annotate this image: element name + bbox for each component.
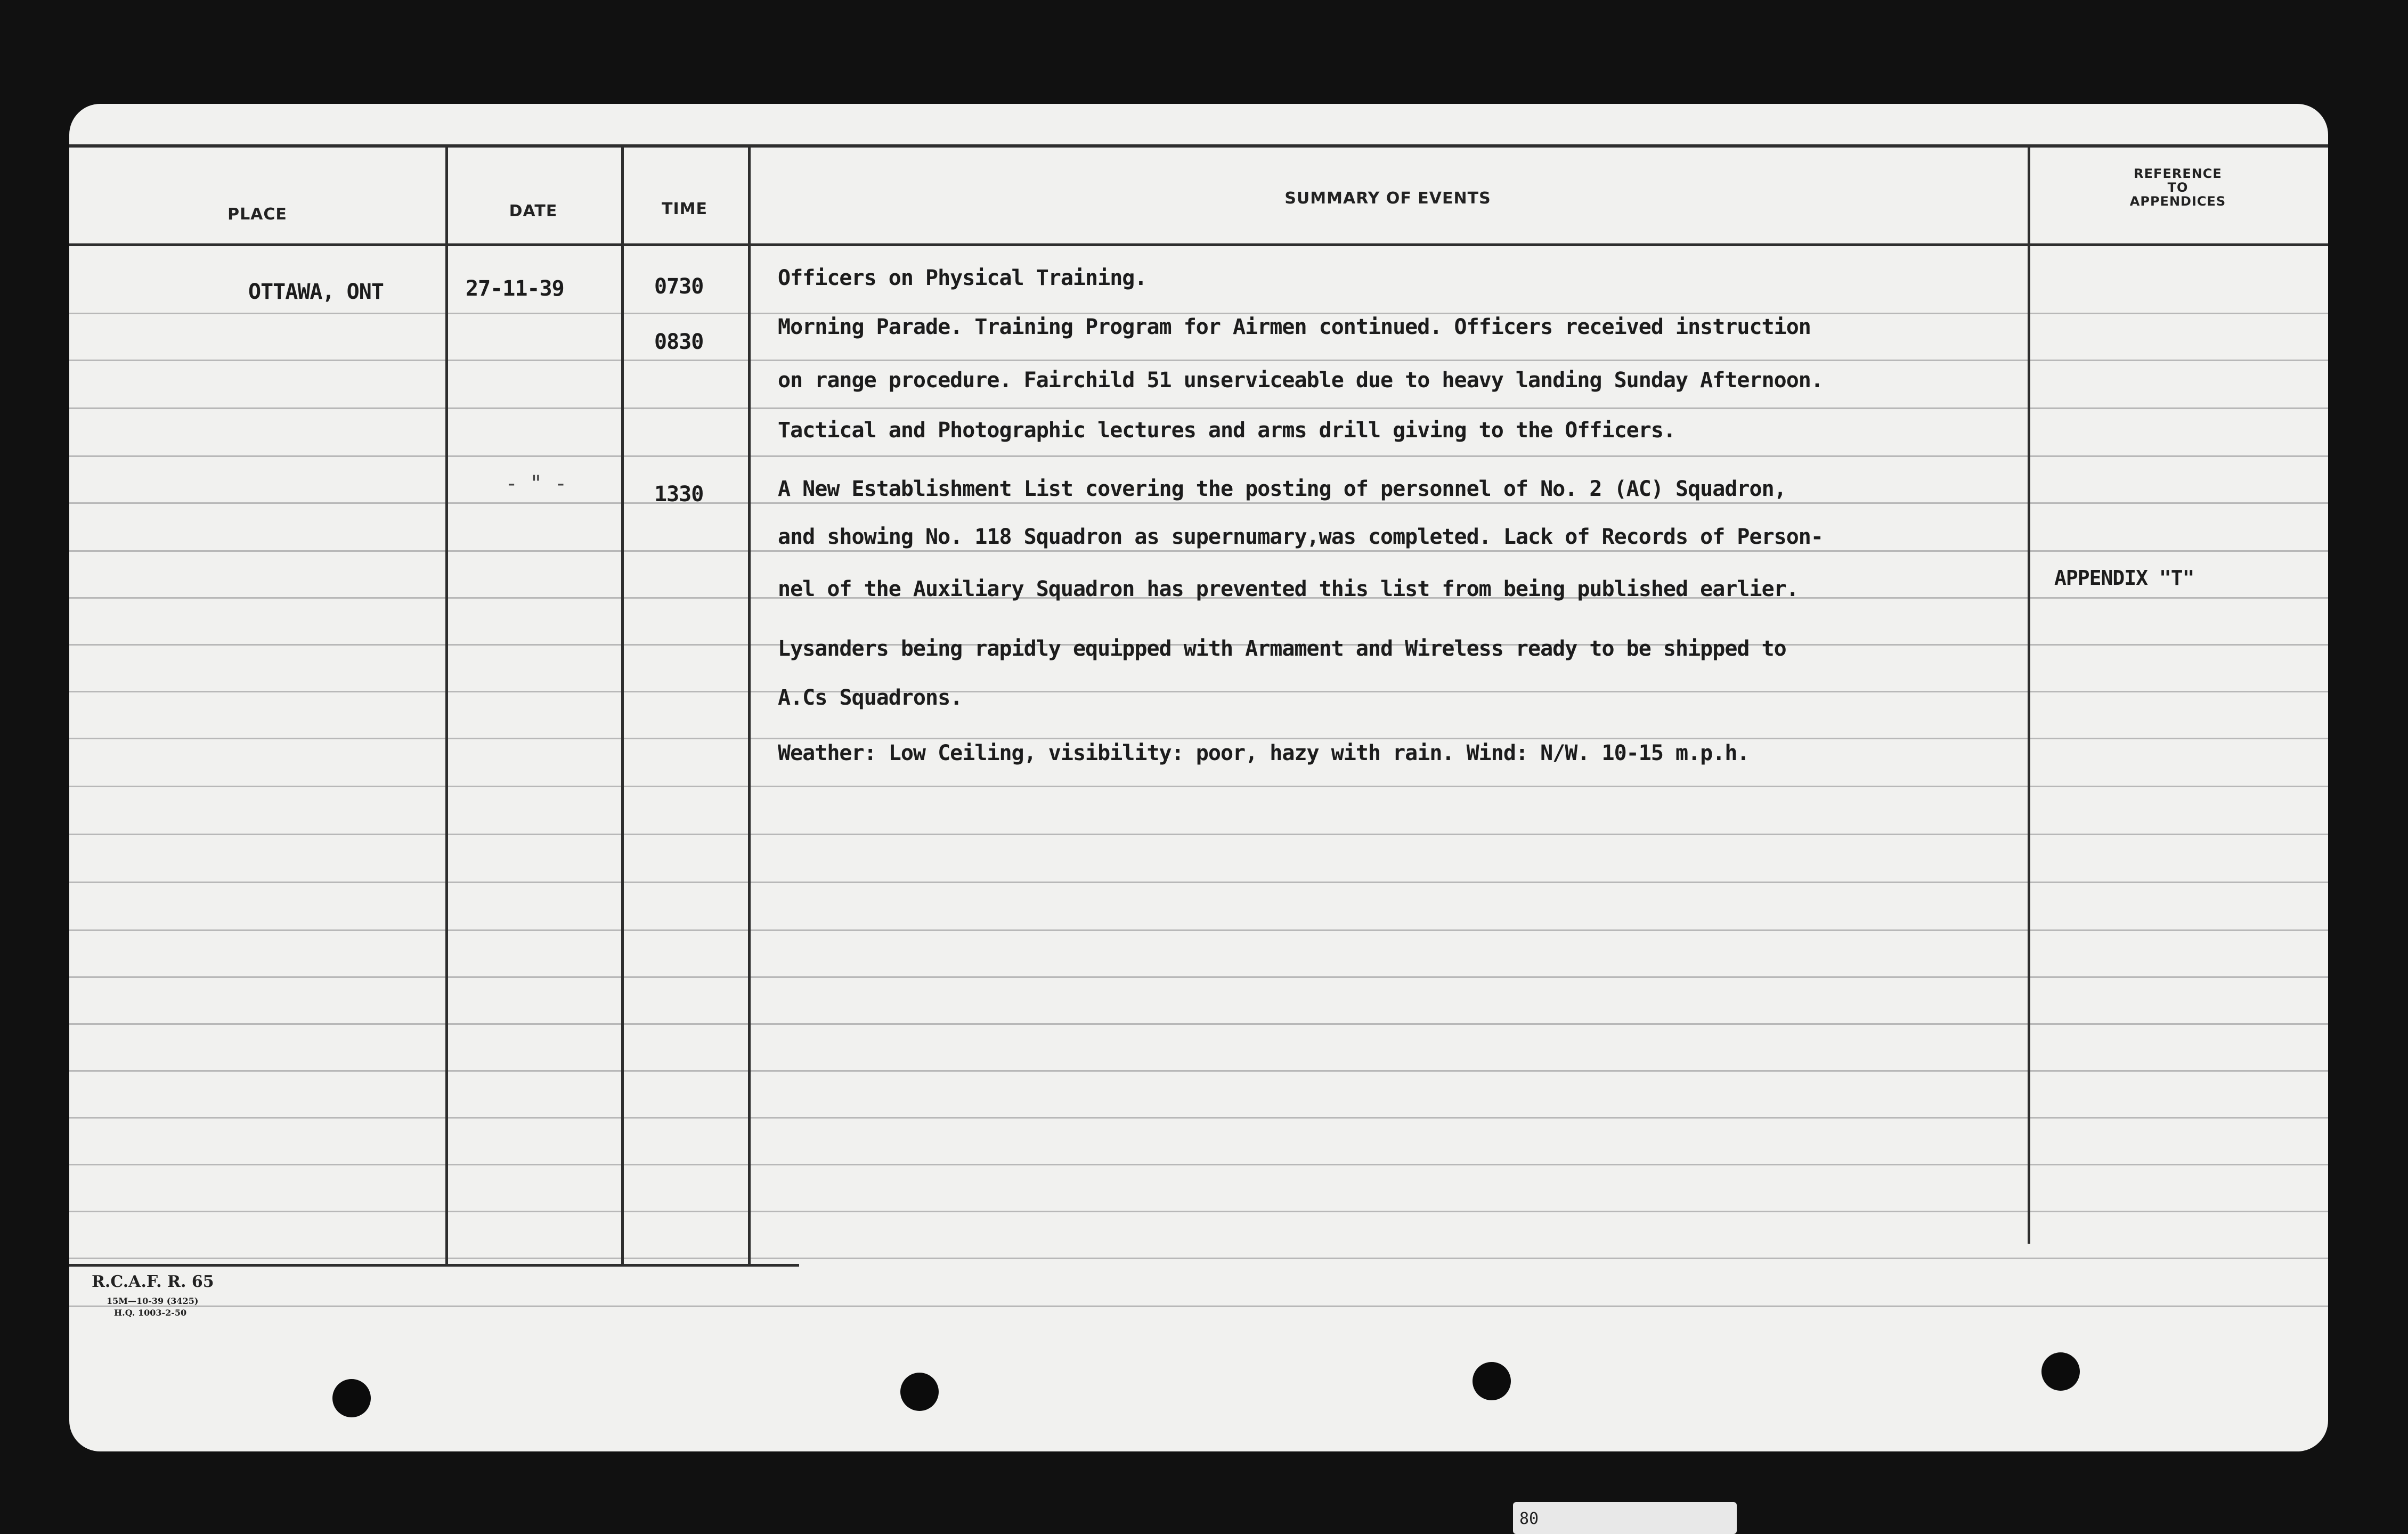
place-entry: OTTAWA, ONT [248,280,384,304]
bottom-tab-text: 80 [1519,1509,1539,1528]
time-entry: 0730 [654,274,704,299]
diary-card [69,104,2328,1451]
summary-line: A New Establishment List covering the posting of personnel of No. 2 (AC) Squadron, [778,477,1786,501]
bottom-tab [1513,1502,1737,1534]
time-entry: 0830 [654,330,704,354]
summary-line: nel of the Auxiliary Squadron has prevented this list from being published earlier. [778,577,1799,601]
summary-line: Morning Parade. Training Program for Airmen continued. Officers received instruction [778,315,1811,339]
punch-hole [1473,1362,1511,1400]
summary-column-divider [2028,146,2030,1244]
time-header: TIME [662,200,707,218]
appendix-reference: APPENDIX "T" [2054,566,2194,590]
time-entry: 1330 [654,482,704,507]
date-ditto-mark: - " - [505,471,567,496]
punch-hole [332,1379,371,1417]
table-bottom-rule [69,1264,799,1267]
form-code: R.C.A.F. R. 65 [92,1272,214,1291]
reference-header [2028,167,2328,208]
date-header: DATE [509,202,558,221]
summary-text [778,104,2024,1276]
place-column-divider [445,146,448,1265]
punch-hole [900,1373,939,1411]
summary-line: and showing No. 118 Squadron as supernumary,was completed. Lack of Records of Person- [778,525,1823,549]
time-column-divider [748,146,751,1265]
print-line: 15M—10-39 (3425) [107,1296,199,1306]
summary-line: Lysanders being rapidly equipped with Armament and Wireless ready to be shipped to [778,637,1786,661]
summary-line: A.Cs Squadrons. [778,686,963,710]
summary-line: Tactical and Photographic lectures and arms drill giving to the Officers. [778,418,1675,443]
date-column-divider [621,146,624,1265]
summary-line: on range procedure. Fairchild 51 unserviceable due to heavy landing Sunday Afternoon. [778,368,1823,393]
print-line: H.Q. 1003-2-50 [114,1308,187,1318]
reference-header-line3: APPENDICES [2129,194,2226,209]
place-header: PLACE [227,205,287,224]
reference-header-line2: TO [2167,180,2189,195]
summary-line: Weather: Low Ceiling, visibility: poor, hazy with rain. Wind: N/W. 10-15 m.p.h. [778,741,1750,765]
summary-header: SUMMARY OF EVENTS [1284,189,1491,208]
reference-header-line1: REFERENCE [2134,166,2222,181]
punch-hole [2041,1352,2080,1391]
summary-line: Officers on Physical Training. [778,266,1147,290]
date-entry: 27-11-39 [466,276,564,301]
